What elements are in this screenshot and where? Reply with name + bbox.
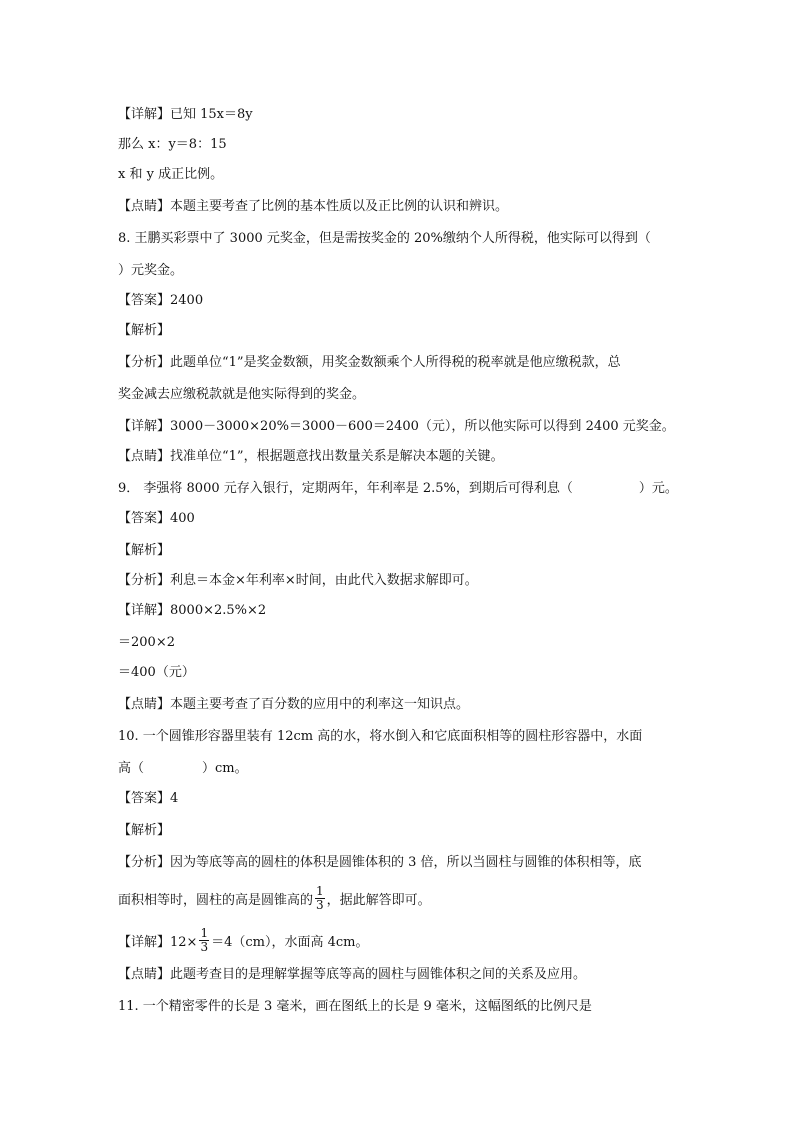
analysis-8-line-2: 奖金减去应缴税款就是他实际得到的奖金。 <box>118 387 366 402</box>
question-10-open: 高（ <box>118 761 145 776</box>
comment-10: 【点睛】此题考查目的是理解掌握等底等高的圆柱与圆锥体积之间的关系及应用。 <box>118 967 587 982</box>
analysis-10-line-1: 【分析】因为等底等高的圆柱的体积是圆锥体积的 3 倍，所以当圆柱与圆锥的体积相等，底 <box>118 855 642 870</box>
question-8: 8. 王鹏买彩票中了 3000 元奖金，但是需按奖金的 20%缴纳个人所得税，他实际可以得到（ <box>118 231 651 246</box>
question-9-text: 9． 李强将 8000 元存入银行，定期两年，年利率是 2.5%，到期后可得利息（ <box>118 481 573 496</box>
detail-10-text: 【详解】12× <box>118 935 198 950</box>
answer-9: 【答案】400 <box>118 511 195 526</box>
fraction-denominator: 3 <box>316 898 324 912</box>
question-11: 11. 一个精密零件的长是 3 毫米，画在图纸上的长是 9 毫米，这幅图纸的比例尺是 <box>118 999 592 1014</box>
fraction-numerator: 1 <box>316 884 324 898</box>
analysis-9: 【分析】利息＝本金×年利率×时间，由此代入数据求解即可。 <box>118 573 478 588</box>
answer-8: 【答案】2400 <box>118 293 204 308</box>
answer-10: 【答案】4 <box>118 791 179 806</box>
question-9-tail: ）元。 <box>638 481 678 496</box>
analysis-heading-8: 【解析】 <box>118 323 171 338</box>
detail-10 <box>118 928 688 958</box>
detail-10-tail: ＝4（cm），水面高 4cm。 <box>211 935 369 950</box>
analysis-10-text: 面积相等时，圆柱的高是圆锥高的 <box>118 893 314 908</box>
question-10-cont <box>118 760 688 778</box>
detail-9-line-1: 【详解】8000×2.5%×2 <box>118 603 267 618</box>
question-10-close: ）cm。 <box>202 761 248 776</box>
comment-line: 【点睛】本题主要考查了比例的基本性质以及正比例的认识和辨识。 <box>118 199 509 214</box>
ratio-line: 那么 x：y＝8：15 <box>118 137 227 152</box>
fraction-denominator: 3 <box>200 940 209 954</box>
fraction-one-third <box>315 885 325 912</box>
fraction-one-third <box>199 927 209 954</box>
question-8-cont: ）元奖金。 <box>118 263 184 278</box>
question-9 <box>118 480 688 498</box>
comment-9: 【点睛】本题主要考查了百分数的应用中的利率这一知识点。 <box>118 697 470 712</box>
fraction-numerator: 1 <box>200 926 209 940</box>
analysis-8-line-1: 【分析】此题单位“1”是奖金数额，用奖金数额乘个人所得税的税率就是他应缴税款，总 <box>118 355 621 370</box>
analysis-heading-10: 【解析】 <box>118 823 171 838</box>
analysis-10-line-2 <box>118 886 688 916</box>
detail-line: 【详解】已知 15x＝8y <box>118 107 253 122</box>
comment-8: 【点睛】找准单位“1”，根据题意找出数量关系是解决本题的关键。 <box>118 449 504 464</box>
detail-9-line-3: ＝400（元） <box>118 665 195 680</box>
conclusion-line: x 和 y 成正比例。 <box>118 167 224 182</box>
analysis-heading-9: 【解析】 <box>118 543 171 558</box>
question-10: 10. 一个圆锥形容器里装有 12cm 高的水，将水倒入和它底面积相等的圆柱形容器中，水面 <box>118 729 643 744</box>
analysis-10-tail: ，据此解答即可。 <box>326 893 431 908</box>
detail-8: 【详解】3000－3000×20%＝3000－600＝2400（元），所以他实际可以得到 2400 元奖金。 <box>118 419 675 434</box>
detail-9-line-2: ＝200×2 <box>118 635 175 650</box>
